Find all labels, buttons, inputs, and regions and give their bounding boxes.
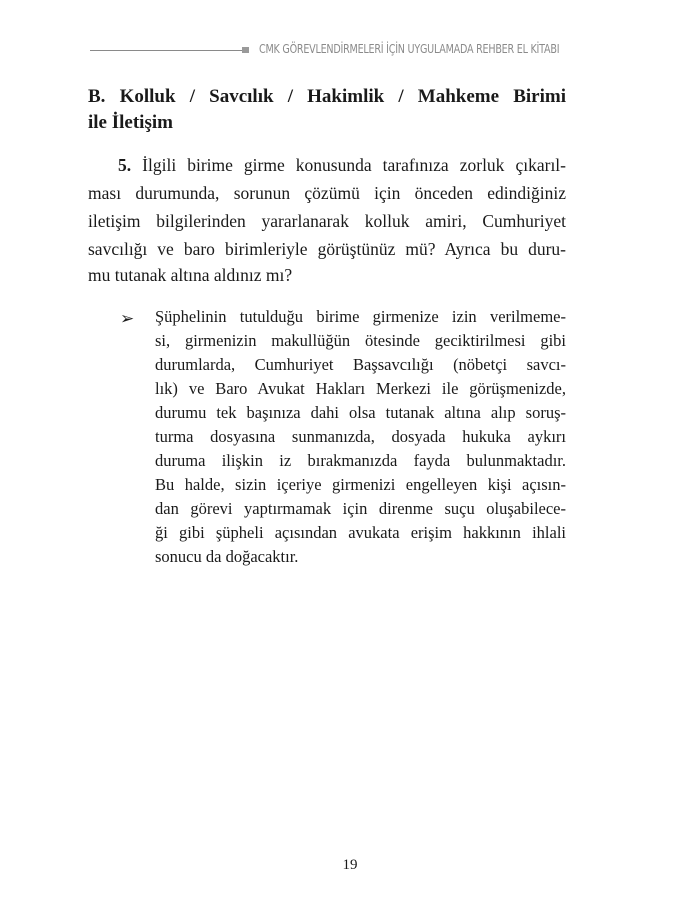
header-rule <box>90 50 242 51</box>
arrow-icon: ➢ <box>120 309 135 329</box>
question-line-1 <box>118 155 566 176</box>
question-line-3: iletişim bilgilerinden yararlanarak kolluk amiri, Cumhuriyet <box>88 211 566 231</box>
page-number: 19 <box>342 857 358 873</box>
question-line-4: savcılığı ve baro birimleriyle görüştünüz mü? Ayrıca bu duru- <box>88 239 566 259</box>
bullet-line-6: turma dosyasına sunmanızda, dosyada hukuka aykırı <box>155 427 566 446</box>
section-heading-line-1: B. Kolluk / Savcılık / Hakimlik / Mahkeme Birimi <box>88 86 566 107</box>
bullet-line-7: duruma ilişkin iz bırakmanızda fayda bulunmaktadır. <box>155 451 566 470</box>
bullet-line-8: Bu halde, sizin içeriye girmenizi engelleyen kişi açısın- <box>155 475 566 494</box>
question-text: İlgili birime girme konusunda tarafınıza zorluk çıkarıl- <box>142 155 566 175</box>
bullet-line-5: durumu tek başınıza dahi olsa tutanak altına alıp soruş- <box>155 403 566 422</box>
question-line-2: ması durumunda, sorunun çözümü için önceden edindiğiniz <box>88 183 566 203</box>
bullet-line-11: sonucu da doğacaktır. <box>155 547 299 566</box>
bullet-line-1: Şüphelinin tutulduğu birime girmenize izin verilmeme- <box>155 307 566 326</box>
bullet-line-10: ği gibi şüpheli açısından avukata erişim hakkının ihlali <box>155 523 566 542</box>
question-number: 5. <box>118 155 132 175</box>
bullet-line-4: lık) ve Baro Avukat Hakları Merkezi ile görüşmenizde, <box>155 379 566 398</box>
section-heading-line-2: ile İletişim <box>88 112 173 133</box>
bullet-line-2: si, girmenizin makullüğün ötesinde geciktirilmesi gibi <box>155 331 566 350</box>
bullet-line-3: durumlarda, Cumhuriyet Başsavcılığı (nöbetçi savcı- <box>155 355 566 374</box>
bullet-line-9: dan görevi yaptırmamak için direnme suçu oluşabilece- <box>155 499 566 518</box>
question-line-5: mu tutanak altına aldınız mı? <box>88 265 293 285</box>
header-square-marker <box>242 47 249 53</box>
running-title: CMK GÖREVLENDİRMELERİ İÇİN UYGULAMADA REHBER EL KİTABI <box>259 42 560 56</box>
